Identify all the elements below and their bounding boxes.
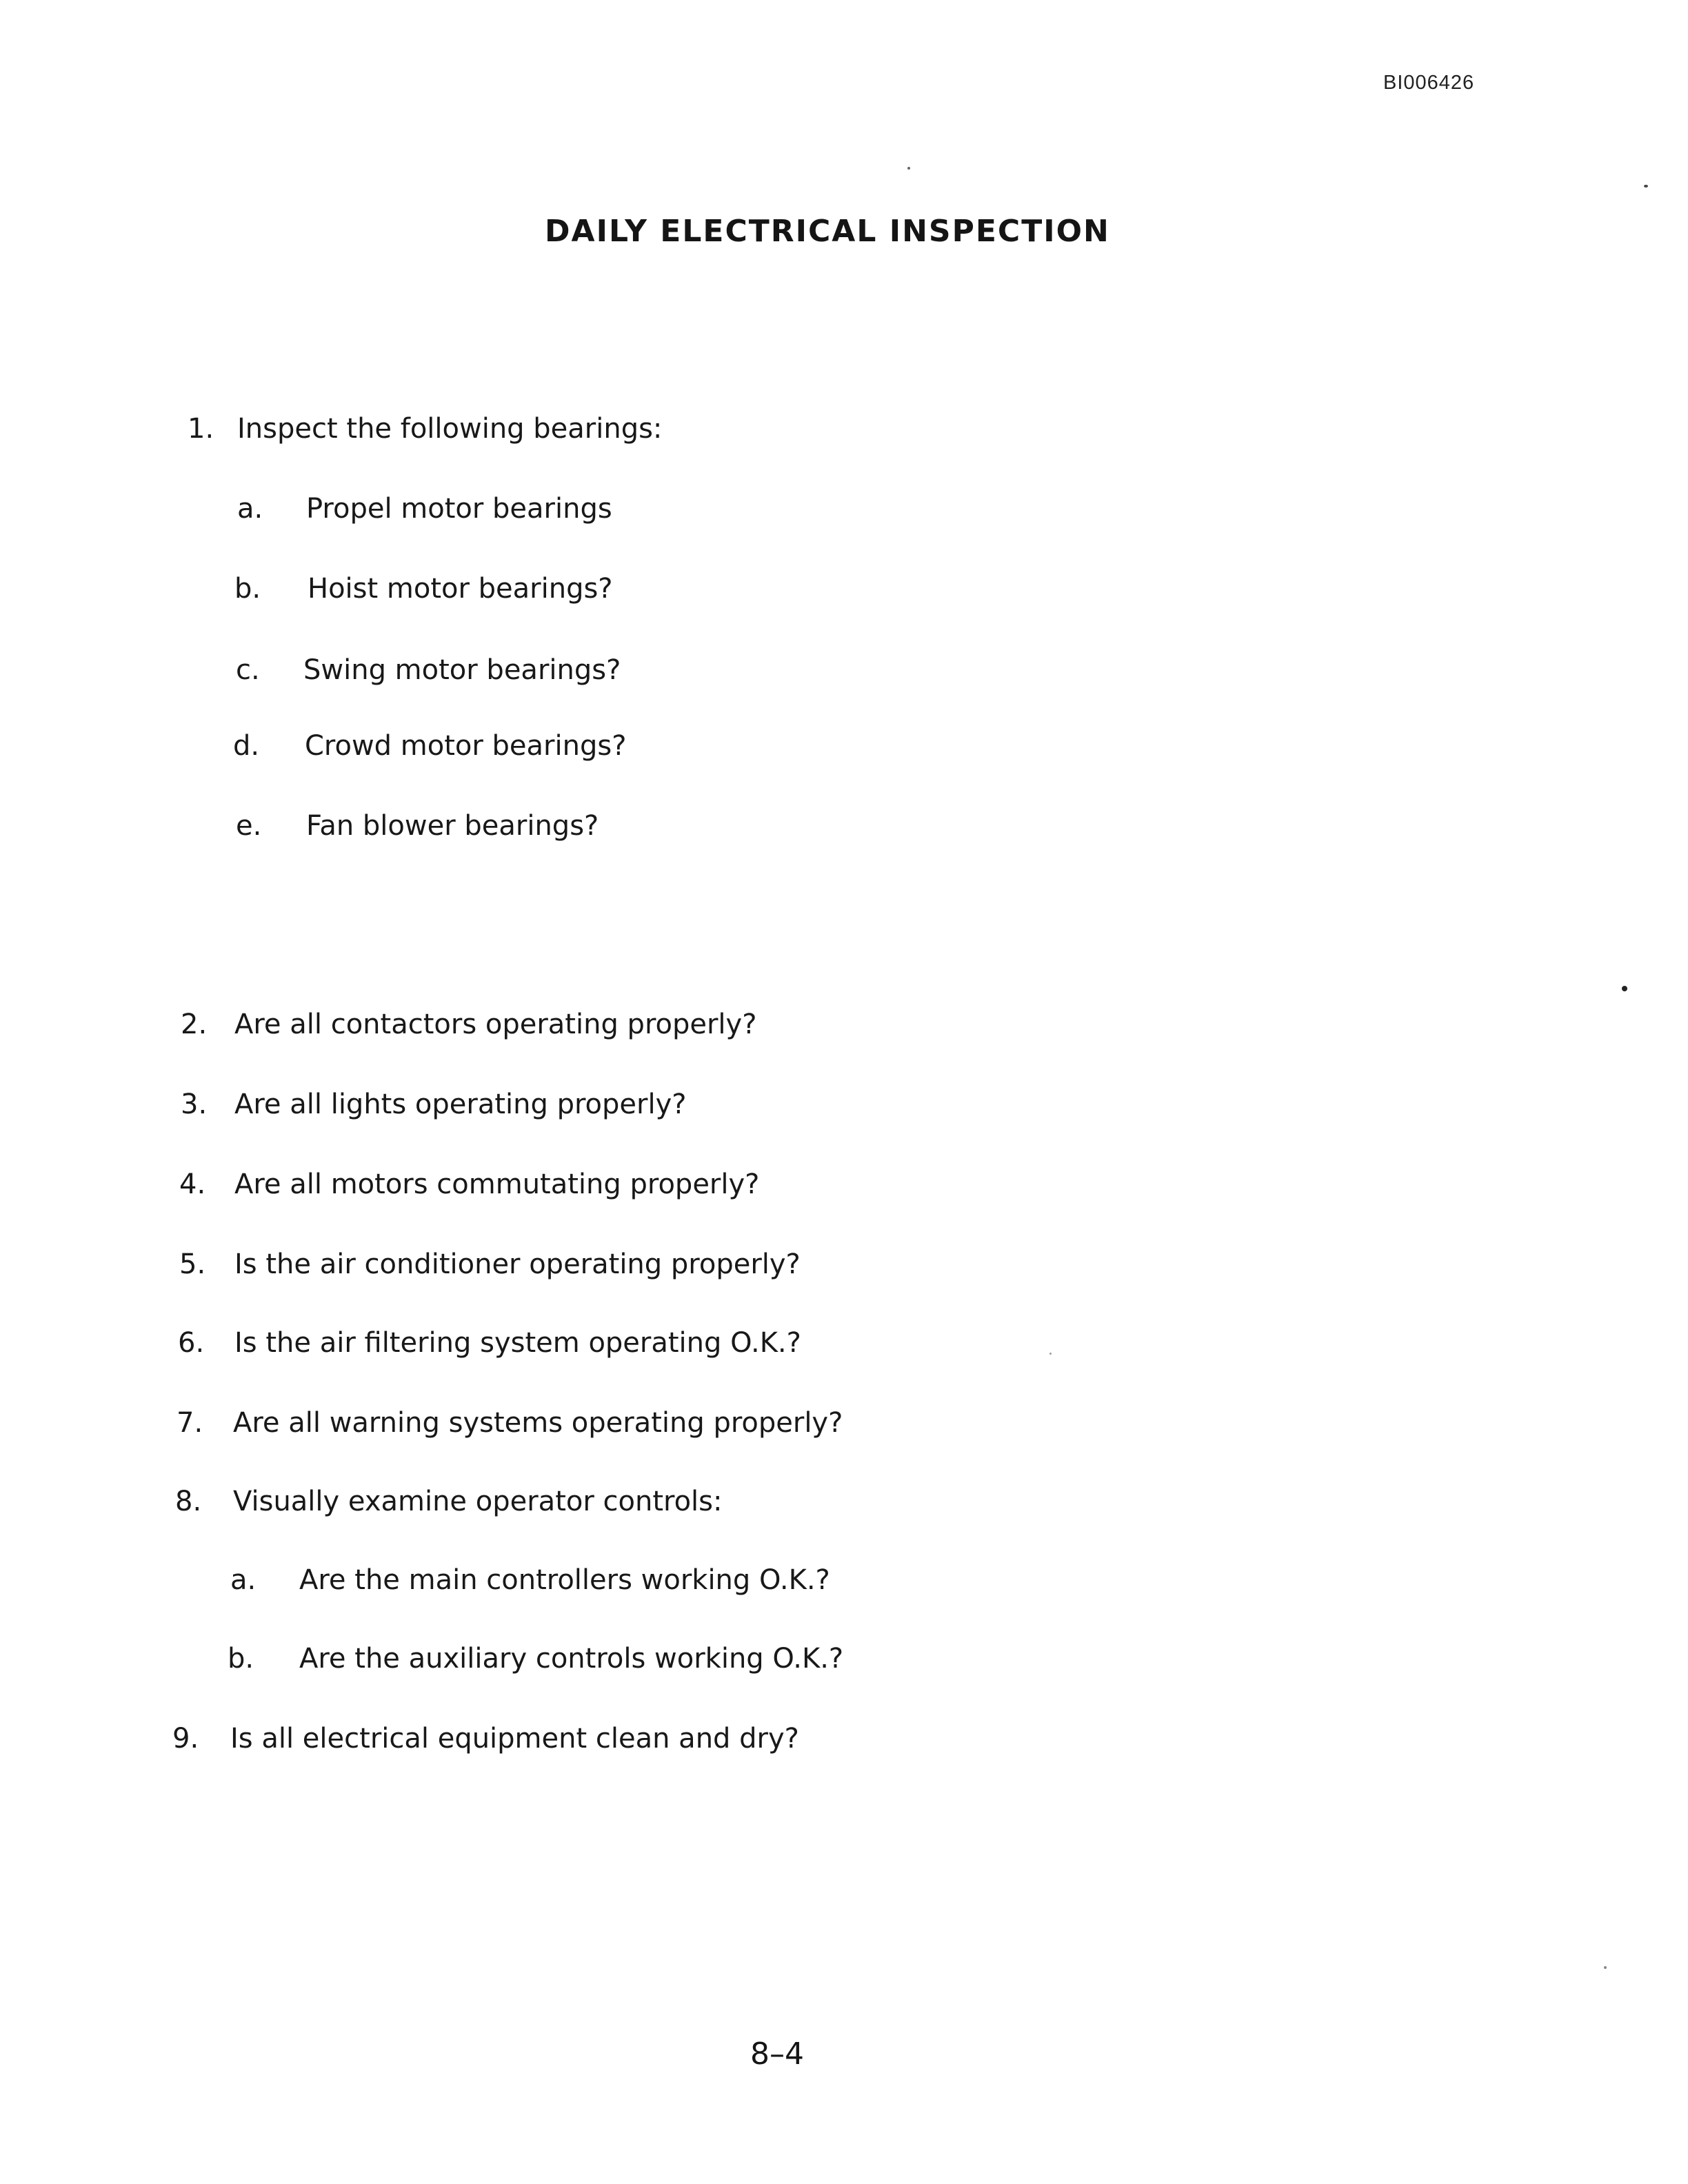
item-number: 7.	[177, 1407, 203, 1439]
item-text: Is all electrical equipment clean and dry?	[230, 1723, 799, 1755]
scan-speck	[1644, 185, 1648, 188]
item-number: 8.	[175, 1486, 202, 1517]
item-number: 5.	[179, 1248, 206, 1280]
item-text: Is the air conditioner operating properly?	[234, 1248, 801, 1280]
subitem-text: Crowd motor bearings?	[305, 730, 627, 762]
subitem-text: Are the main controllers working O.K.?	[299, 1564, 830, 1596]
subitem-letter: e.	[236, 810, 262, 842]
subitem-letter: c.	[236, 654, 260, 686]
scan-speck	[1604, 1966, 1607, 1969]
item-text: Are all motors commutating properly?	[234, 1169, 760, 1200]
scan-speck	[907, 167, 910, 170]
subitem-letter: a.	[230, 1564, 257, 1596]
item-number: 4.	[179, 1169, 206, 1200]
subitem-text: Propel motor bearings	[306, 493, 612, 525]
subitem-text: Swing motor bearings?	[303, 654, 621, 686]
subitem-text: Fan blower bearings?	[306, 810, 599, 842]
page-number: 8–4	[750, 2036, 804, 2072]
page-title: DAILY ELECTRICAL INSPECTION	[545, 214, 1110, 249]
subitem-text: Are the auxiliary controls working O.K.?	[299, 1643, 844, 1675]
item-number: 6.	[178, 1327, 205, 1359]
item-number: 3.	[181, 1089, 208, 1120]
item-number: 9.	[172, 1723, 199, 1755]
item-number: 2.	[181, 1009, 208, 1040]
scan-speck	[1622, 986, 1627, 991]
document-id: BI006426	[1383, 72, 1475, 94]
item-text: Inspect the following bearings:	[237, 413, 663, 445]
subitem-letter: b.	[234, 573, 261, 605]
item-number: 1.	[188, 413, 214, 445]
item-text: Is the air filtering system operating O.K.?	[234, 1327, 801, 1359]
subitem-letter: a.	[237, 493, 263, 525]
item-text: Are all contactors operating properly?	[234, 1009, 757, 1040]
item-text: Are all warning systems operating properly?	[233, 1407, 843, 1439]
subitem-letter: b.	[228, 1643, 254, 1675]
item-text: Visually examine operator controls:	[233, 1486, 723, 1517]
subitem-letter: d.	[233, 730, 260, 762]
scan-speck	[1049, 1353, 1052, 1355]
item-text: Are all lights operating properly?	[234, 1089, 687, 1120]
subitem-text: Hoist motor bearings?	[308, 573, 613, 605]
